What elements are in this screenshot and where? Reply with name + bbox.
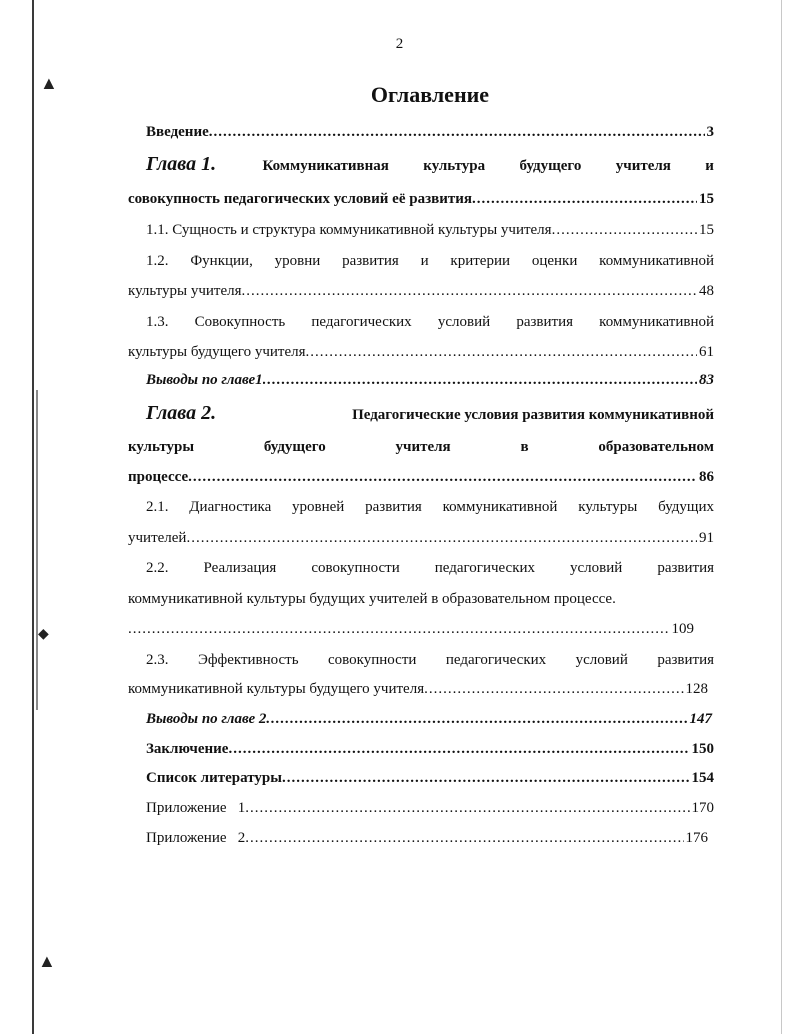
toc-page: 109 [671,621,694,637]
toc-chapter2-conclusion[interactable] [146,709,712,729]
toc-chapter1-heading[interactable] [146,154,714,176]
scan-speck-icon: ◆ [38,627,49,642]
toc-section-2-1-cont[interactable] [128,528,714,548]
toc-chapter1-title[interactable] [128,189,714,209]
chapter-title-word: Коммуникативная [262,158,389,174]
toc-page: 83 [699,372,714,388]
toc-section-2-3-cont[interactable] [128,679,708,699]
chapter-title-word: учителя [615,158,671,174]
chapter-title-word: культура [423,158,486,174]
toc-page: 150 [691,741,714,757]
toc-page: 61 [699,344,714,360]
chapter-label: Глава 1. [146,153,217,175]
toc-page: 15 [699,191,714,207]
toc-chapter2-title-line2[interactable] [128,437,714,457]
toc-section-2-1[interactable]: 2.1. Диагностика уровней развития коммуникативной культуры будущих [146,499,714,515]
section-title: учителей [128,530,187,546]
toc-section-2-2-cont[interactable]: коммуникативной культуры будущих учителей в образовательном процессе. [128,591,616,607]
chapter-title-word: учителя [395,439,451,455]
chapter-title-word: образовательном [598,439,714,455]
toc-page: 147 [689,711,712,727]
toc-section-1-3[interactable]: 1.3. Совокупность педагогических условий развития коммуникативной [146,314,714,330]
toc-chapter2-title-line3[interactable] [128,467,714,487]
toc-page: 15 [699,222,714,238]
scan-speck-arrow-icon: ▲ [38,951,56,971]
page-number: 2 [395,36,404,52]
toc-chapter2-heading[interactable] [146,403,714,425]
toc-section-1-2-cont[interactable] [128,281,714,301]
toc-entry-appendix-1[interactable] [146,798,714,818]
section-title: 1.1. Сущность и структура коммуникативной культуры учителя [146,222,552,238]
toc-entry-intro[interactable] [146,122,714,142]
page-title: Оглавление [370,82,490,107]
toc-entry-label: Заключение [146,741,229,757]
conclusion-label: Выводы по главе 2 [146,711,267,727]
toc-page: 3 [706,124,714,140]
chapter-title-word: будущего [263,439,326,455]
toc-section-1-1[interactable] [146,220,714,240]
toc-page: 48 [699,283,714,299]
toc-section-2-3[interactable]: 2.3. Эффективность совокупности педагогических условий развития [146,652,714,668]
toc-page: 154 [691,770,714,786]
chapter-title-word: культуры [128,439,195,455]
chapter-title-word: в [520,439,529,455]
toc-page: 91 [699,530,714,546]
toc-entry-label: Введение [146,124,209,140]
toc-entry-label: Список литературы [146,770,282,786]
toc-section-2-2-page[interactable] [128,619,694,639]
toc-section-1-3-cont[interactable] [128,342,714,362]
chapter-title-word: будущего [519,158,582,174]
chapter-title: Педагогические условия развития коммуникативной [352,407,714,423]
toc-entry-conclusion[interactable] [146,739,714,759]
toc-page: 170 [691,800,714,816]
scan-edge-right [781,0,782,1034]
toc-entry-label: Приложение 2 [146,830,246,846]
toc-page: 128 [685,681,708,697]
toc-section-1-2[interactable]: 1.2. Функции, уровни развития и критерии оценки коммуникативной [146,253,714,269]
toc-entry-label: Приложение 1 [146,800,246,816]
toc-entry-appendix-2[interactable] [146,828,708,848]
scan-edge-left-inner [36,390,38,710]
section-title: культуры учителя [128,283,242,299]
chapter-title-word: и [705,158,714,174]
toc-section-2-2[interactable]: 2.2. Реализация совокупности педагогических условий развития [146,560,714,576]
chapter-title: совокупность педагогических условий её развития [128,191,472,207]
toc-chapter1-conclusion[interactable] [146,370,714,390]
chapter-label: Глава 2. [146,402,217,424]
scan-edge-left [32,0,34,1034]
chapter-title: процессе [128,469,189,485]
toc-page: 86 [699,469,714,485]
section-title: коммуникативной культуры будущего учителя [128,681,425,697]
toc-entry-bibliography[interactable] [146,768,714,788]
toc-page: 176 [685,830,708,846]
section-title: культуры будущего учителя [128,344,306,360]
scan-speck-arrow-icon: ▲ [40,73,58,93]
conclusion-label: Выводы по главе1 [146,372,263,388]
